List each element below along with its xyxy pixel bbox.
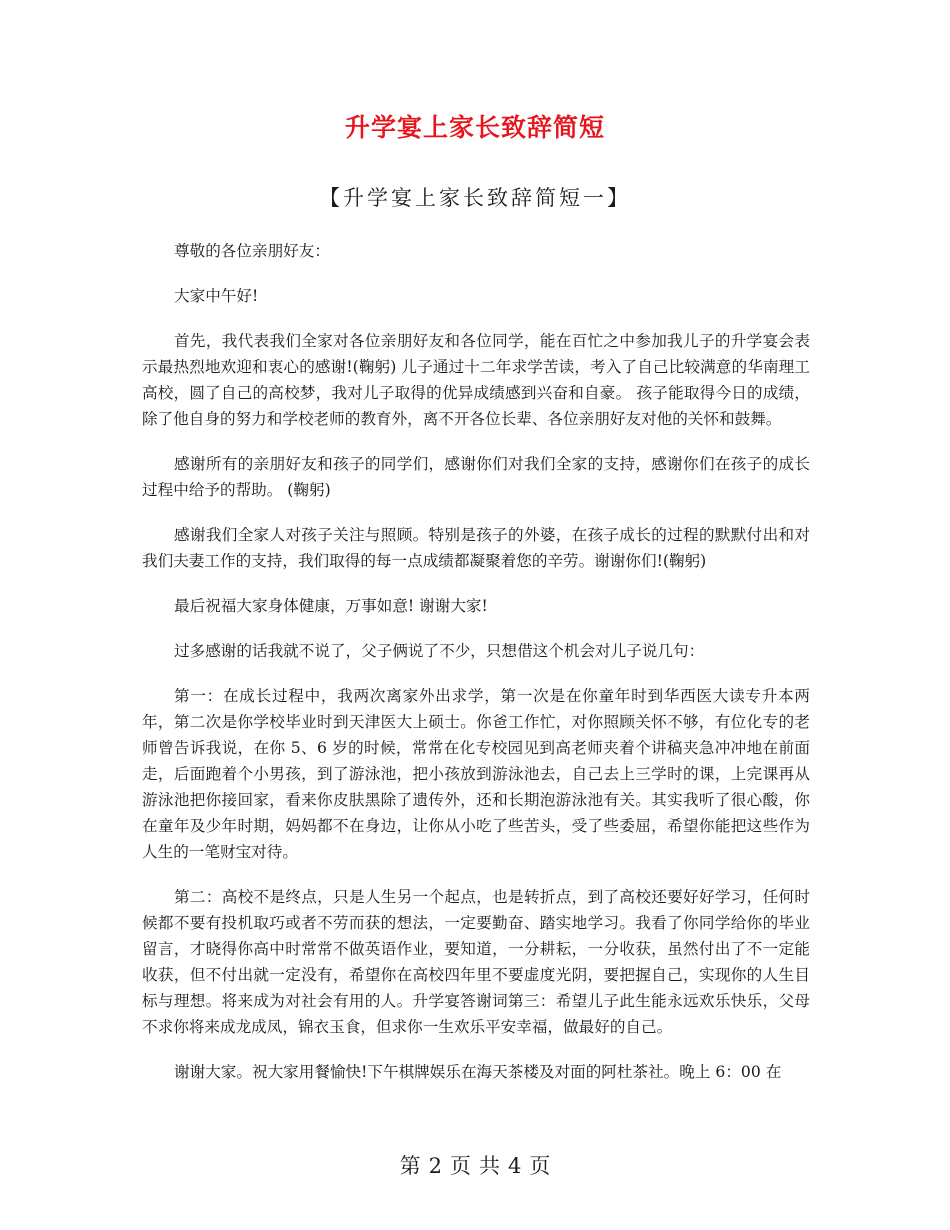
document-title: 升学宴上家长致辞简短 <box>344 113 605 142</box>
page-number-footer <box>0 1150 950 1180</box>
paragraph-thanks-family: 感谢我们全家人对孩子关注与照顾。特别是孩子的外婆，在孩子成长的过程的默默付出和对我们夫妻工作的支持，我们取得的每一点成绩都凝聚着您的辛劳。谢谢你们!(鞠躬) <box>142 526 810 570</box>
paragraph-to-son-intro: 过多感谢的话我就不说了，父子俩说了不少，只想借这个机会对儿子说几句： <box>174 642 705 660</box>
paragraph-blessing: 最后祝福大家身体健康，万事如意! 谢谢大家! <box>174 597 488 615</box>
total-page-count: 4 <box>508 1154 522 1178</box>
paragraph-point-one: 第一：在成长过程中，我两次离家外出求学，第一次是在你童年时到华西医大读专升本两年，第二次是你学校毕业时到天津医大上硕士。你爸工作忙，对你照顾关怀不够，有位化专的老师曾告诉我说，在你 5、6 岁的时候，常常在化专校园见到高老师夹着个讲稿夹急冲冲地在前面走，后面跑着个小男孩，到了游泳池，把小孩放到游泳池去，自己去上三学时的课，上完课再从游泳池把你接回家，看来你皮肤黑除了遗传外，还和长期泡游泳池有关。其实我听了很心酸，你在童年及少年时期，妈妈都不在身边，让你从小吃了些苦头，受了些委屈，希望你能把这些作为人生的一笔财宝对待。 <box>142 687 810 861</box>
paragraph-salutation: 尊敬的各位亲朋好友： <box>174 242 330 260</box>
current-page-number: 2 <box>428 1154 442 1178</box>
paragraph-greeting: 大家中午好! <box>174 287 259 305</box>
section-heading: 【升学宴上家长致辞简短一】 <box>319 186 631 210</box>
footer-suffix: 页 <box>529 1154 551 1178</box>
paragraph-thanks-friends: 感谢所有的亲朋好友和孩子的同学们，感谢你们对我们全家的支持，感谢你们在孩子的成长过程中给予的帮助。 (鞠躬) <box>142 455 810 499</box>
footer-page-word: 页 <box>450 1154 471 1178</box>
footer-total-word: 共 <box>479 1154 500 1178</box>
footer-prefix: 第 <box>399 1154 421 1178</box>
document-body <box>142 238 810 1104</box>
paragraph-point-two: 第二：高校不是终点，只是人生另一个起点，也是转折点，到了高校还要好好学习，任何时候都不要有投机取巧或者不劳而获的想法，一定要勤奋、踏实地学习。我看了你同学给你的毕业留言，才晓得你高中时常常不做英语作业，要知道，一分耕耘，一分收获，虽然付出了不一定能收获，但不付出就一定没有，希望你在高校四年里不要虚度光阴，要把握自己，实现你的人生目标与理想。将来成为对社会有用的人。升学宴答谢词第三：希望儿子此生能永远欢乐快乐，父母不求你将来成龙成凤，锦衣玉食，但求你一生欢乐平安幸福，做最好的自己。 <box>142 888 810 1036</box>
paragraph-welcome: 首先，我代表我们全家对各位亲朋好友和各位同学，能在百忙之中参加我儿子的升学宴会表示最热烈地欢迎和衷心的感谢!(鞠躬) 儿子通过十二年求学苦读，考入了自己比较满意的华南理工高校，圆了自己的高校梦，我对儿子取得的优异成绩感到兴奋和自豪。 孩子能取得今日的成绩，除了他自身的努力和学校老师的教育外，离不开各位长辈、各位亲朋好友对他的关怀和鼓舞。 <box>142 332 810 428</box>
paragraph-closing: 谢谢大家。祝大家用餐愉快!下午棋牌娱乐在海天茶楼及对面的阿杜茶社。晚上 6：00 在 <box>174 1063 782 1081</box>
